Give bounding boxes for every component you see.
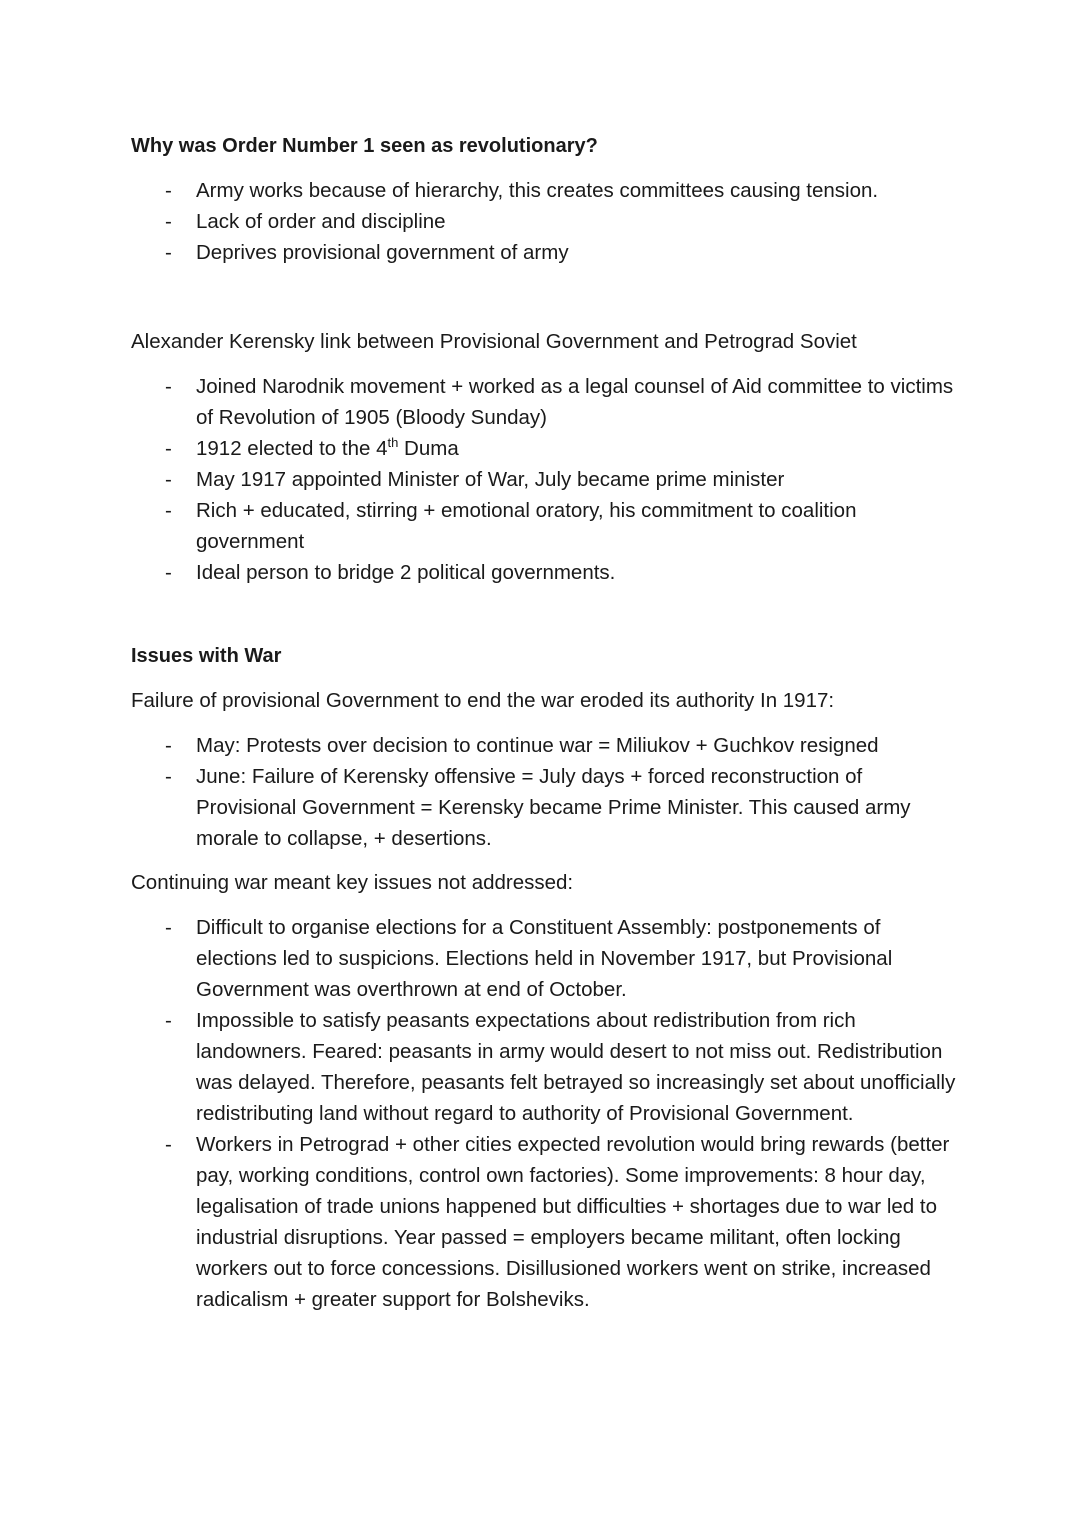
order-number-1-list [131,175,961,268]
duma-text-after: Duma [398,437,459,460]
order-number-1-section [131,132,961,268]
continuing-war-intro: Continuing war meant key issues not addressed: [131,871,574,894]
list-item: - May 1917 appointed Minister of War, July became prime minister [196,464,961,495]
list-item: - Deprives provisional government of army [196,237,961,268]
list-item [196,433,961,464]
order-number-1-heading: Why was Order Number 1 seen as revolutionary? [131,135,598,157]
list-item: - Workers in Petrograd + other cities expected revolution would bring rewards (better pay, working conditions, control own factories). Some improvements: 8 hour day, legalisation of trade unions happened but difficulties + shortages due to war led to industrial disruptions. Year passed = employers became militant, often locking workers out to force concessions. Disillusioned workers went on strike, increased radicalism + greater support for Bolsheviks. [196,1129,961,1315]
list-item: - Lack of order and discipline [196,206,961,237]
list-item: - Difficult to organise elections for a Constituent Assembly: postponements of elections led to suspicions. Elections held in November 1917, but Provisional Government was overthrown at end of October. [196,912,961,1005]
issues-with-war-section [131,642,961,1315]
kerensky-list [131,371,961,588]
list-item: - Ideal person to bridge 2 political governments. [196,557,961,588]
list-item: - May: Protests over decision to continue war = Miliukov + Guchkov resigned [196,730,961,761]
list-item: - June: Failure of Kerensky offensive = July days + forced reconstruction of Provisional Government = Kerensky became Prime Minister. This caused army morale to collapse, + desertions. [196,761,961,854]
issues-with-war-heading: Issues with War [131,645,282,667]
list-item: - Rich + educated, stirring + emotional oratory, his commitment to coalition government [196,495,961,557]
unaddressed-issues-list [131,912,961,1315]
duma-superscript: th [387,435,399,451]
kerensky-intro: Alexander Kerensky link between Provisional Government and Petrograd Soviet [131,330,857,353]
document-body [131,132,961,1315]
kerensky-section [131,328,961,588]
war-events-list [131,730,961,854]
list-item: - Joined Narodnik movement + worked as a legal counsel of Aid committee to victims of Revolution of 1905 (Bloody Sunday) [196,371,961,433]
list-item: - Impossible to satisfy peasants expectations about redistribution from rich landowners. Feared: peasants in army would desert to not miss out. Redistribution was delayed. Therefore, peasants felt betrayed so increasingly set about unofficially redistributing land without regard to authority of Provisional Government. [196,1005,961,1129]
war-intro: Failure of provisional Government to end the war eroded its authority In 1917: [131,689,835,712]
list-item: - Army works because of hierarchy, this creates committees causing tension. [196,175,961,206]
duma-text-before: 1912 elected to the 4 [196,437,388,460]
